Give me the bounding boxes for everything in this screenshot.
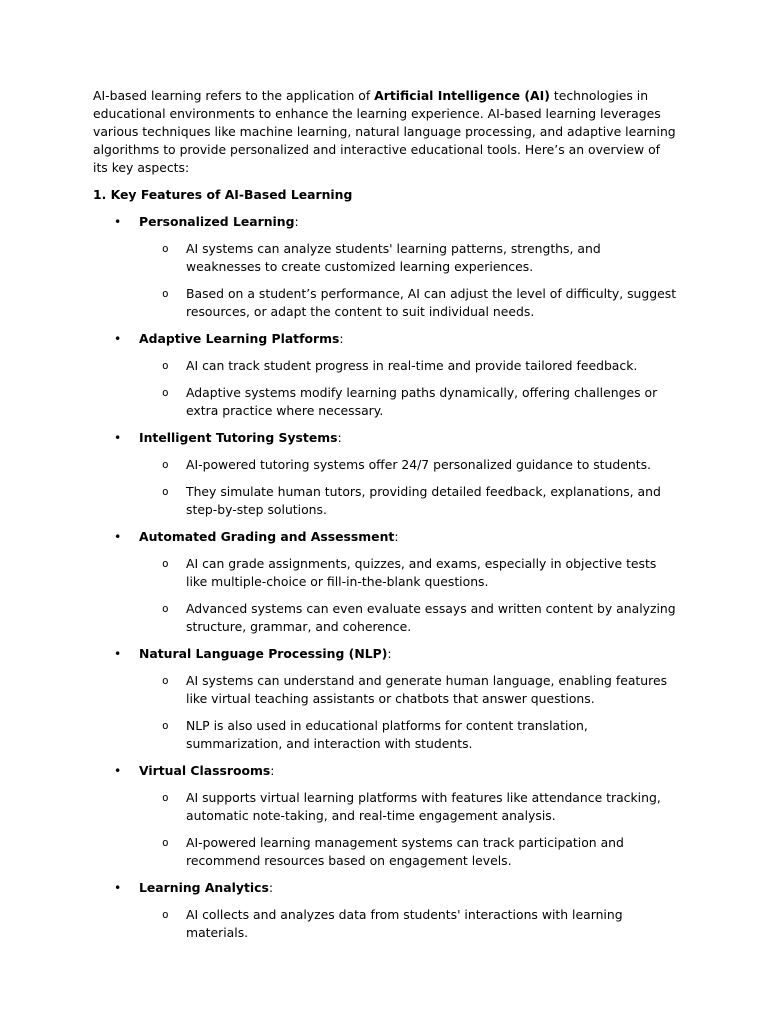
detail-item bbox=[139, 906, 678, 942]
section-heading: 1. Key Features of AI-Based Learning bbox=[93, 187, 353, 202]
feature-item bbox=[93, 213, 678, 321]
feature-details bbox=[139, 789, 678, 870]
feature-details bbox=[139, 672, 678, 753]
features-list bbox=[93, 213, 678, 942]
sub-bullet-icon: o bbox=[162, 908, 169, 921]
sub-bullet-icon: o bbox=[162, 719, 169, 732]
detail-text: Based on a student’s performance, AI can adjust the level of difficulty, suggest resources, or adapt the content to suit individual needs. bbox=[186, 286, 677, 319]
detail-item bbox=[139, 285, 678, 321]
sub-bullet-icon: o bbox=[162, 791, 169, 804]
bullet-icon: • bbox=[114, 214, 122, 229]
feature-details bbox=[139, 240, 678, 321]
sub-bullet-icon: o bbox=[162, 242, 169, 255]
detail-item bbox=[139, 834, 678, 870]
sub-bullet-icon: o bbox=[162, 485, 169, 498]
detail-item bbox=[139, 384, 678, 420]
sub-bullet-icon: o bbox=[162, 458, 169, 471]
detail-item bbox=[139, 456, 678, 474]
detail-item bbox=[139, 483, 678, 519]
feature-colon: : bbox=[394, 529, 399, 544]
sub-bullet-icon: o bbox=[162, 674, 169, 687]
sub-bullet-icon: o bbox=[162, 359, 169, 372]
detail-item bbox=[139, 357, 678, 375]
feature-colon: : bbox=[339, 331, 344, 346]
detail-item bbox=[139, 555, 678, 591]
detail-text: Advanced systems can even evaluate essays and written content by analyzing structure, grammar, and coherence. bbox=[186, 601, 676, 634]
bullet-icon: • bbox=[114, 646, 122, 661]
detail-text: AI supports virtual learning platforms with features like attendance tracking, automatic note-taking, and real-time engagement analysis. bbox=[186, 790, 661, 823]
intro-text-start: AI-based learning refers to the application of bbox=[93, 88, 375, 103]
intro-bold-term: Artificial Intelligence (AI) bbox=[374, 88, 550, 103]
feature-details bbox=[139, 357, 678, 420]
intro-paragraph bbox=[93, 87, 678, 177]
feature-title: Personalized Learning bbox=[139, 214, 295, 229]
bullet-icon: • bbox=[114, 763, 122, 778]
detail-text: They simulate human tutors, providing detailed feedback, explanations, and step-by-step solutions. bbox=[186, 484, 661, 517]
feature-colon: : bbox=[294, 214, 299, 229]
feature-item bbox=[93, 879, 678, 942]
feature-title: Adaptive Learning Platforms bbox=[139, 331, 340, 346]
detail-text: AI systems can understand and generate human language, enabling features like virtual teaching assistants or chatbots that answer questions. bbox=[186, 673, 668, 706]
sub-bullet-icon: o bbox=[162, 386, 169, 399]
detail-text: Adaptive systems modify learning paths dynamically, offering challenges or extra practice where necessary. bbox=[186, 385, 658, 418]
feature-item bbox=[93, 762, 678, 870]
detail-text: AI-powered learning management systems can track participation and recommend resources based on engagement levels. bbox=[186, 835, 624, 868]
detail-text: AI systems can analyze students' learning patterns, strengths, and weaknesses to create customized learning experiences. bbox=[186, 241, 601, 274]
bullet-icon: • bbox=[114, 430, 122, 445]
feature-colon: : bbox=[387, 646, 392, 661]
sub-bullet-icon: o bbox=[162, 836, 169, 849]
feature-colon: : bbox=[268, 880, 274, 895]
feature-colon: : bbox=[337, 430, 342, 445]
detail-item bbox=[139, 717, 678, 753]
feature-colon: : bbox=[270, 763, 275, 778]
feature-details bbox=[139, 906, 678, 942]
feature-item bbox=[93, 330, 678, 420]
feature-item bbox=[93, 645, 678, 753]
feature-item bbox=[93, 528, 678, 636]
intro-text-end: technologies in educational environments to enhance the learning experience. AI-based learning leverages various techniques like machine learning, natural language processing, and adaptive learning algorithms to provide personalized and interactive educational tools. Here’s an overview of its key aspects: bbox=[93, 88, 676, 175]
feature-title: Virtual Classrooms bbox=[139, 763, 271, 778]
detail-text: AI collects and analyzes data from students' interactions with learning materials. bbox=[186, 907, 623, 940]
feature-title: Automated Grading and Assessment bbox=[139, 529, 395, 544]
detail-text: AI-powered tutoring systems offer 24/7 personalized guidance to students. bbox=[186, 457, 651, 472]
detail-item bbox=[139, 672, 678, 708]
feature-title: Intelligent Tutoring Systems bbox=[139, 430, 338, 445]
detail-text: NLP is also used in educational platforms for content translation, summarization, and interaction with students. bbox=[186, 718, 588, 751]
sub-bullet-icon: o bbox=[162, 557, 169, 570]
detail-text: AI can track student progress in real-time and provide tailored feedback. bbox=[186, 358, 638, 373]
feature-details bbox=[139, 456, 678, 519]
feature-item bbox=[93, 429, 678, 519]
sub-bullet-icon: o bbox=[162, 287, 169, 300]
feature-title: Natural Language Processing (NLP) bbox=[139, 646, 388, 661]
bullet-icon: • bbox=[114, 529, 122, 544]
bullet-icon: • bbox=[114, 331, 122, 346]
feature-details bbox=[139, 555, 678, 636]
detail-item bbox=[139, 600, 678, 636]
feature-title: Learning Analytics bbox=[139, 880, 269, 895]
sub-bullet-icon: o bbox=[162, 602, 169, 615]
bullet-icon: • bbox=[114, 880, 122, 895]
detail-text: AI can grade assignments, quizzes, and exams, especially in objective tests like multiple-choice or fill-in-the-blank questions. bbox=[186, 556, 657, 589]
detail-item bbox=[139, 789, 678, 825]
document-body bbox=[93, 87, 678, 951]
detail-item bbox=[139, 240, 678, 276]
